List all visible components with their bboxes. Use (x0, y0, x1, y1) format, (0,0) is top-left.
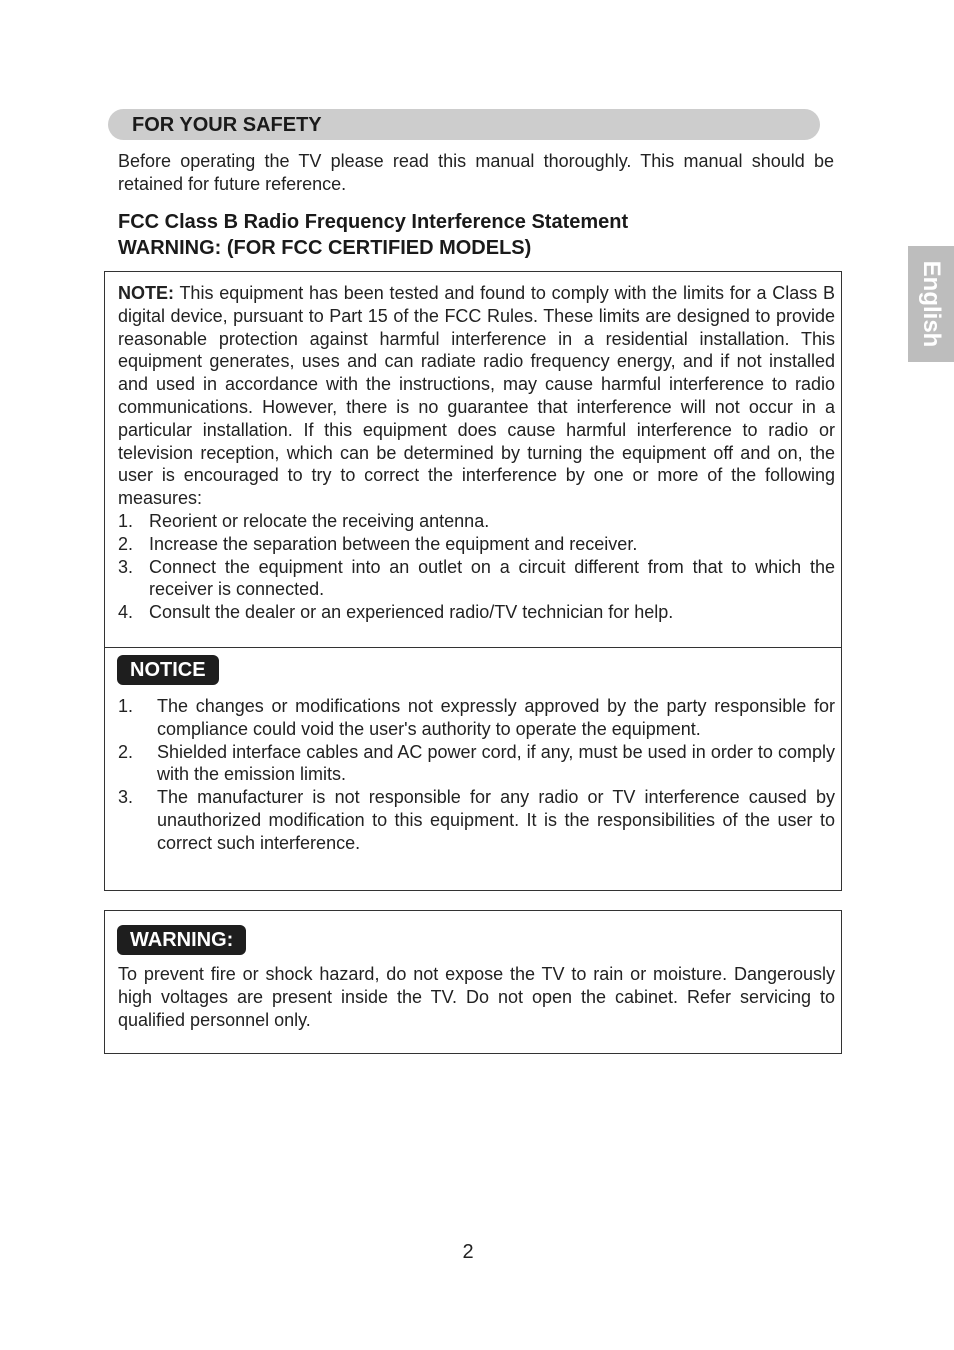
list-item (118, 510, 835, 533)
list-item-text: Connect the equipment into an outlet on a circuit different from that to which the receiver is connected. (149, 556, 835, 600)
list-item (118, 601, 835, 624)
fcc-heading-line-2: WARNING: (FOR FCC CERTIFIED MODELS) (118, 237, 532, 259)
section-title: FOR YOUR SAFETY (132, 114, 322, 136)
warning-box (104, 910, 842, 1054)
section-divider (105, 647, 841, 648)
list-item-text: Shielded interface cables and AC power cord, if any, must be used in order to comply with the emission limits. (157, 741, 835, 785)
list-item-number: 3. (118, 787, 134, 808)
note-text: This equipment has been tested and found to comply with the limits for a Class B digital device, pursuant to Part 15 of the FCC Rules. These limits are designed to provide reasonable protection against harmful interference in a residential installation. This equipment generates, uses and can radiate radio frequency energy, and if not installed and used in accordance with the instructions, may cause harmful interference to radio communications. However, there is no guarantee that interference will not occur in a particular installation. If this equipment does cause harmful interference to radio or television reception, which can be determined by turning the equipment off and on, the user is encouraged to try to correct the interference by one or more of the following measures: (118, 283, 835, 509)
fcc-heading-line-1: FCC Class B Radio Frequency Interference Statement (118, 211, 629, 233)
note-block (118, 282, 835, 624)
list-item-number: 2. (118, 533, 134, 554)
list-item (118, 533, 835, 556)
list-item-number: 1. (118, 696, 134, 716)
list-item-text: The manufacturer is not responsible for any radio or TV interference caused by unauthorized modification to this equipment. It is the responsibilities of the user to correct such interference. (157, 787, 835, 853)
language-tab-label: English (918, 260, 945, 348)
list-item (118, 741, 835, 787)
warning-text: To prevent fire or shock hazard, do not expose the TV to rain or moisture. Dangerously high voltages are present inside the TV. Do not open the cabinet. Refer servicing to qualified personnel only. (118, 964, 835, 1030)
list-item-text: Consult the dealer or an experienced radio/TV technician for help. (149, 602, 674, 623)
measures-list (118, 510, 835, 624)
intro-paragraph: Before operating the TV please read this manual thoroughly. This manual should be retained for future reference. (118, 151, 834, 194)
list-item-number: 1. (118, 510, 134, 531)
list-item (118, 695, 835, 741)
list-item-number: 2. (118, 741, 134, 762)
list-item (118, 556, 835, 602)
page-number: 2 (462, 1241, 474, 1263)
note-label: NOTE: (118, 283, 174, 303)
fcc-statement-box (104, 271, 842, 891)
notice-list (118, 695, 835, 855)
section-header-bar (108, 109, 820, 140)
language-tab (908, 246, 954, 362)
list-item-number: 3. (118, 556, 134, 577)
list-item-number: 4. (118, 602, 134, 623)
warning-badge: WARNING: (117, 925, 246, 955)
list-item-text: Reorient or relocate the receiving antenna. (149, 510, 490, 531)
notice-badge: NOTICE (117, 655, 219, 685)
list-item-text: Increase the separation between the equipment and receiver. (149, 533, 638, 554)
list-item-text: The changes or modifications not expressly approved by the party responsible for compliance could void the user's authority to operate the equipment. (157, 696, 835, 739)
fcc-heading (118, 209, 834, 261)
list-item (118, 786, 835, 854)
note-paragraph (118, 282, 835, 510)
